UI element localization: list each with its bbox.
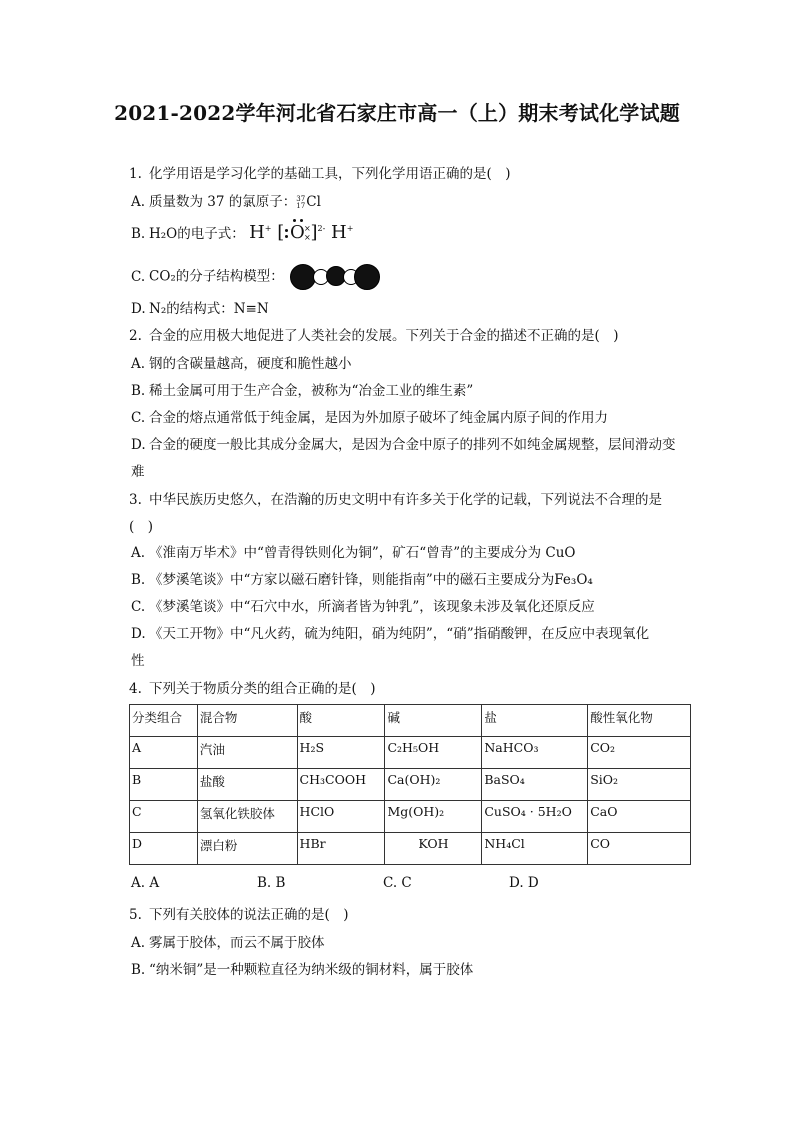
table-cell: CO₂ (588, 737, 691, 769)
question-number: 2. (129, 328, 142, 344)
atomic-number: 17 (296, 201, 306, 210)
option-label: C. (131, 268, 146, 285)
option-text: 钢的含碳量越高，硬度和脆性越小 (149, 356, 352, 372)
option-label: A. (131, 356, 146, 372)
electron-dot (285, 229, 288, 232)
option-text: 《梦溪笔谈》中“石穴中水，所滴者皆为钟乳”，该现象未涉及氧化还原反应 (149, 599, 595, 615)
option-text: 雾属于胶体，而云不属于胶体 (149, 935, 325, 951)
question-3-stem-cont: ( ) (129, 519, 154, 535)
answer-option: A. A (131, 875, 160, 891)
answer-option: C. C (383, 875, 412, 891)
q1-option-b (131, 222, 353, 243)
q2-option-d (131, 433, 676, 453)
option-label: D. (131, 301, 146, 317)
q3-option-c (131, 595, 595, 615)
q3-option-d (131, 622, 649, 642)
question-number: 4. (129, 681, 142, 697)
table-cell: 氢氧化铁胶体 (197, 801, 297, 833)
table-header: 混合物 (197, 705, 297, 737)
table-cell: SiO₂ (588, 769, 691, 801)
table-header: 分类组合 (130, 705, 198, 737)
q5-option-b (131, 958, 473, 978)
question-1 (129, 162, 511, 182)
table-cell: C (130, 801, 198, 833)
option-label: B. (131, 962, 146, 978)
option-label: A. (131, 194, 146, 210)
question-number: 1. (129, 166, 142, 182)
option-text: N₂的结构式：N≡N (149, 301, 269, 317)
option-label: C. (131, 410, 146, 426)
option-label: D. (131, 437, 146, 453)
table-cell: CO (588, 833, 691, 865)
table-cell: Ca(OH)₂ (385, 769, 482, 801)
option-label: C. (131, 599, 146, 615)
q1-option-d (131, 297, 269, 317)
oxygen-symbol: O (289, 222, 305, 243)
co2-ball-model (288, 263, 378, 291)
q4-answer-options (131, 875, 635, 891)
table-cell: H₂S (297, 737, 385, 769)
q1-option-a (131, 190, 321, 210)
question-stem: 合金的应用极大地促进了人类社会的发展。下列关于合金的描述不正确的是( ) (149, 328, 619, 344)
option-text: “纳米铜”是一种颗粒直径为纳米级的铜材料，属于胶体 (149, 962, 474, 978)
q5-option-a (131, 931, 325, 951)
electron-dot (285, 235, 288, 238)
electron-cross: × (303, 233, 311, 242)
table-cell: 汽油 (197, 737, 297, 769)
table-cell: D (130, 833, 198, 865)
option-text: 质量数为 37 的氯原子： (149, 194, 297, 210)
table-cell: NH₄Cl (482, 833, 588, 865)
question-stem: 化学用语是学习化学的基础工具，下列化学用语正确的是( ) (149, 166, 511, 182)
question-number: 5. (129, 907, 142, 923)
answer-option: B. B (257, 875, 286, 891)
page-title: 2021-2022学年河北省石家庄市高一（上）期末考试化学试题 (114, 101, 680, 125)
oxygen-ball (354, 264, 380, 290)
option-label: B. (131, 383, 146, 399)
q2-option-b (131, 379, 473, 399)
question-stem: 下列有关胶体的说法正确的是( ) (149, 907, 349, 923)
element-symbol: Cl (306, 194, 321, 210)
question-number: 3. (129, 492, 142, 508)
option-text: 《梦溪笔谈》中“方家以磁石磨针锋，则能指南”中的磁石主要成分为Fe₃O₄ (149, 572, 593, 588)
q2-option-c (131, 406, 608, 426)
classification-table (129, 704, 691, 865)
q2-option-a (131, 352, 352, 372)
question-stem: 中华民族历史悠久，在浩瀚的历史文明中有许多关于化学的记载，下列说法不合理的是 (149, 492, 662, 508)
oxygen-with-electrons (289, 222, 311, 243)
q3-option-d-cont: 性 (131, 653, 145, 669)
charge-plus: + (346, 224, 354, 233)
option-label: B. (131, 226, 146, 242)
table-cell: 盐酸 (197, 769, 297, 801)
q3-option-a (131, 541, 576, 561)
option-label: A. (131, 545, 146, 561)
table-row (130, 801, 691, 833)
table-cell: CH₃COOH (297, 769, 385, 801)
option-text: 合金的熔点通常低于纯金属，是因为外加原子破坏了纯金属内原子间的作用力 (149, 410, 608, 426)
table-cell: Mg(OH)₂ (385, 801, 482, 833)
option-text: 《天工开物》中“凡火药，硫为纯阳，硝为纯阴”，“硝”指硝酸钾，在反应中表现氧化 (149, 626, 650, 642)
table-cell: HBr (297, 833, 385, 865)
bracket-right: ] (310, 222, 318, 243)
table-cell: KOH (385, 833, 482, 865)
option-text: CO₂的分子结构模型： (149, 268, 284, 285)
table-header: 盐 (482, 705, 588, 737)
option-label: A. (131, 935, 146, 951)
q1-option-c (131, 263, 378, 291)
table-header: 酸 (297, 705, 385, 737)
table-cell: CaO (588, 801, 691, 833)
charge-2minus: 2- (317, 224, 326, 233)
q3-option-b (131, 568, 593, 588)
mass-number: 37 (296, 194, 306, 203)
table-header-row (130, 705, 691, 737)
table-cell: NaHCO₃ (482, 737, 588, 769)
electron-dot (293, 219, 296, 222)
table-cell: C₂H₅OH (385, 737, 482, 769)
table-row (130, 737, 691, 769)
table-cell: B (130, 769, 198, 801)
bracket-left: [ (277, 222, 285, 243)
table-cell: BaSO₄ (482, 769, 588, 801)
electron-dot (300, 219, 303, 222)
table-row (130, 833, 691, 865)
question-3 (129, 488, 662, 508)
option-label: D. (131, 626, 146, 642)
table-cell: CuSO₄ · 5H₂O (482, 801, 588, 833)
electron-cross: × (303, 224, 311, 233)
q2-option-d-cont: 难 (131, 464, 145, 480)
electron-formula (249, 222, 353, 243)
table-cell: HClO (297, 801, 385, 833)
table-header: 酸性氧化物 (588, 705, 691, 737)
table-cell: A (130, 737, 198, 769)
isotope-notation (296, 196, 306, 210)
table-cell: 漂白粉 (197, 833, 297, 865)
hydrogen-right: H (331, 222, 347, 243)
charge-plus: + (264, 224, 272, 233)
option-text: 合金的硬度一般比其成分金属大，是因为合金中原子的排列不如纯金属规整，层间滑动变 (149, 437, 676, 453)
option-text: 《淮南万毕术》中“曾青得铁则化为铜”，矿石“曾青”的主要成分为 CuO (149, 545, 576, 561)
hydrogen-left: H (249, 222, 265, 243)
answer-option: D. D (509, 875, 539, 891)
option-text: 稀土金属可用于生产合金，被称为“冶金工业的维生素” (149, 383, 474, 399)
option-text: H₂O的电子式： (149, 226, 245, 242)
question-stem: 下列关于物质分类的组合正确的是( ) (149, 681, 376, 697)
option-label: B. (131, 572, 146, 588)
question-5 (129, 903, 349, 923)
table-row (130, 769, 691, 801)
table-header: 碱 (385, 705, 482, 737)
question-4 (129, 677, 376, 697)
question-2 (129, 324, 619, 344)
